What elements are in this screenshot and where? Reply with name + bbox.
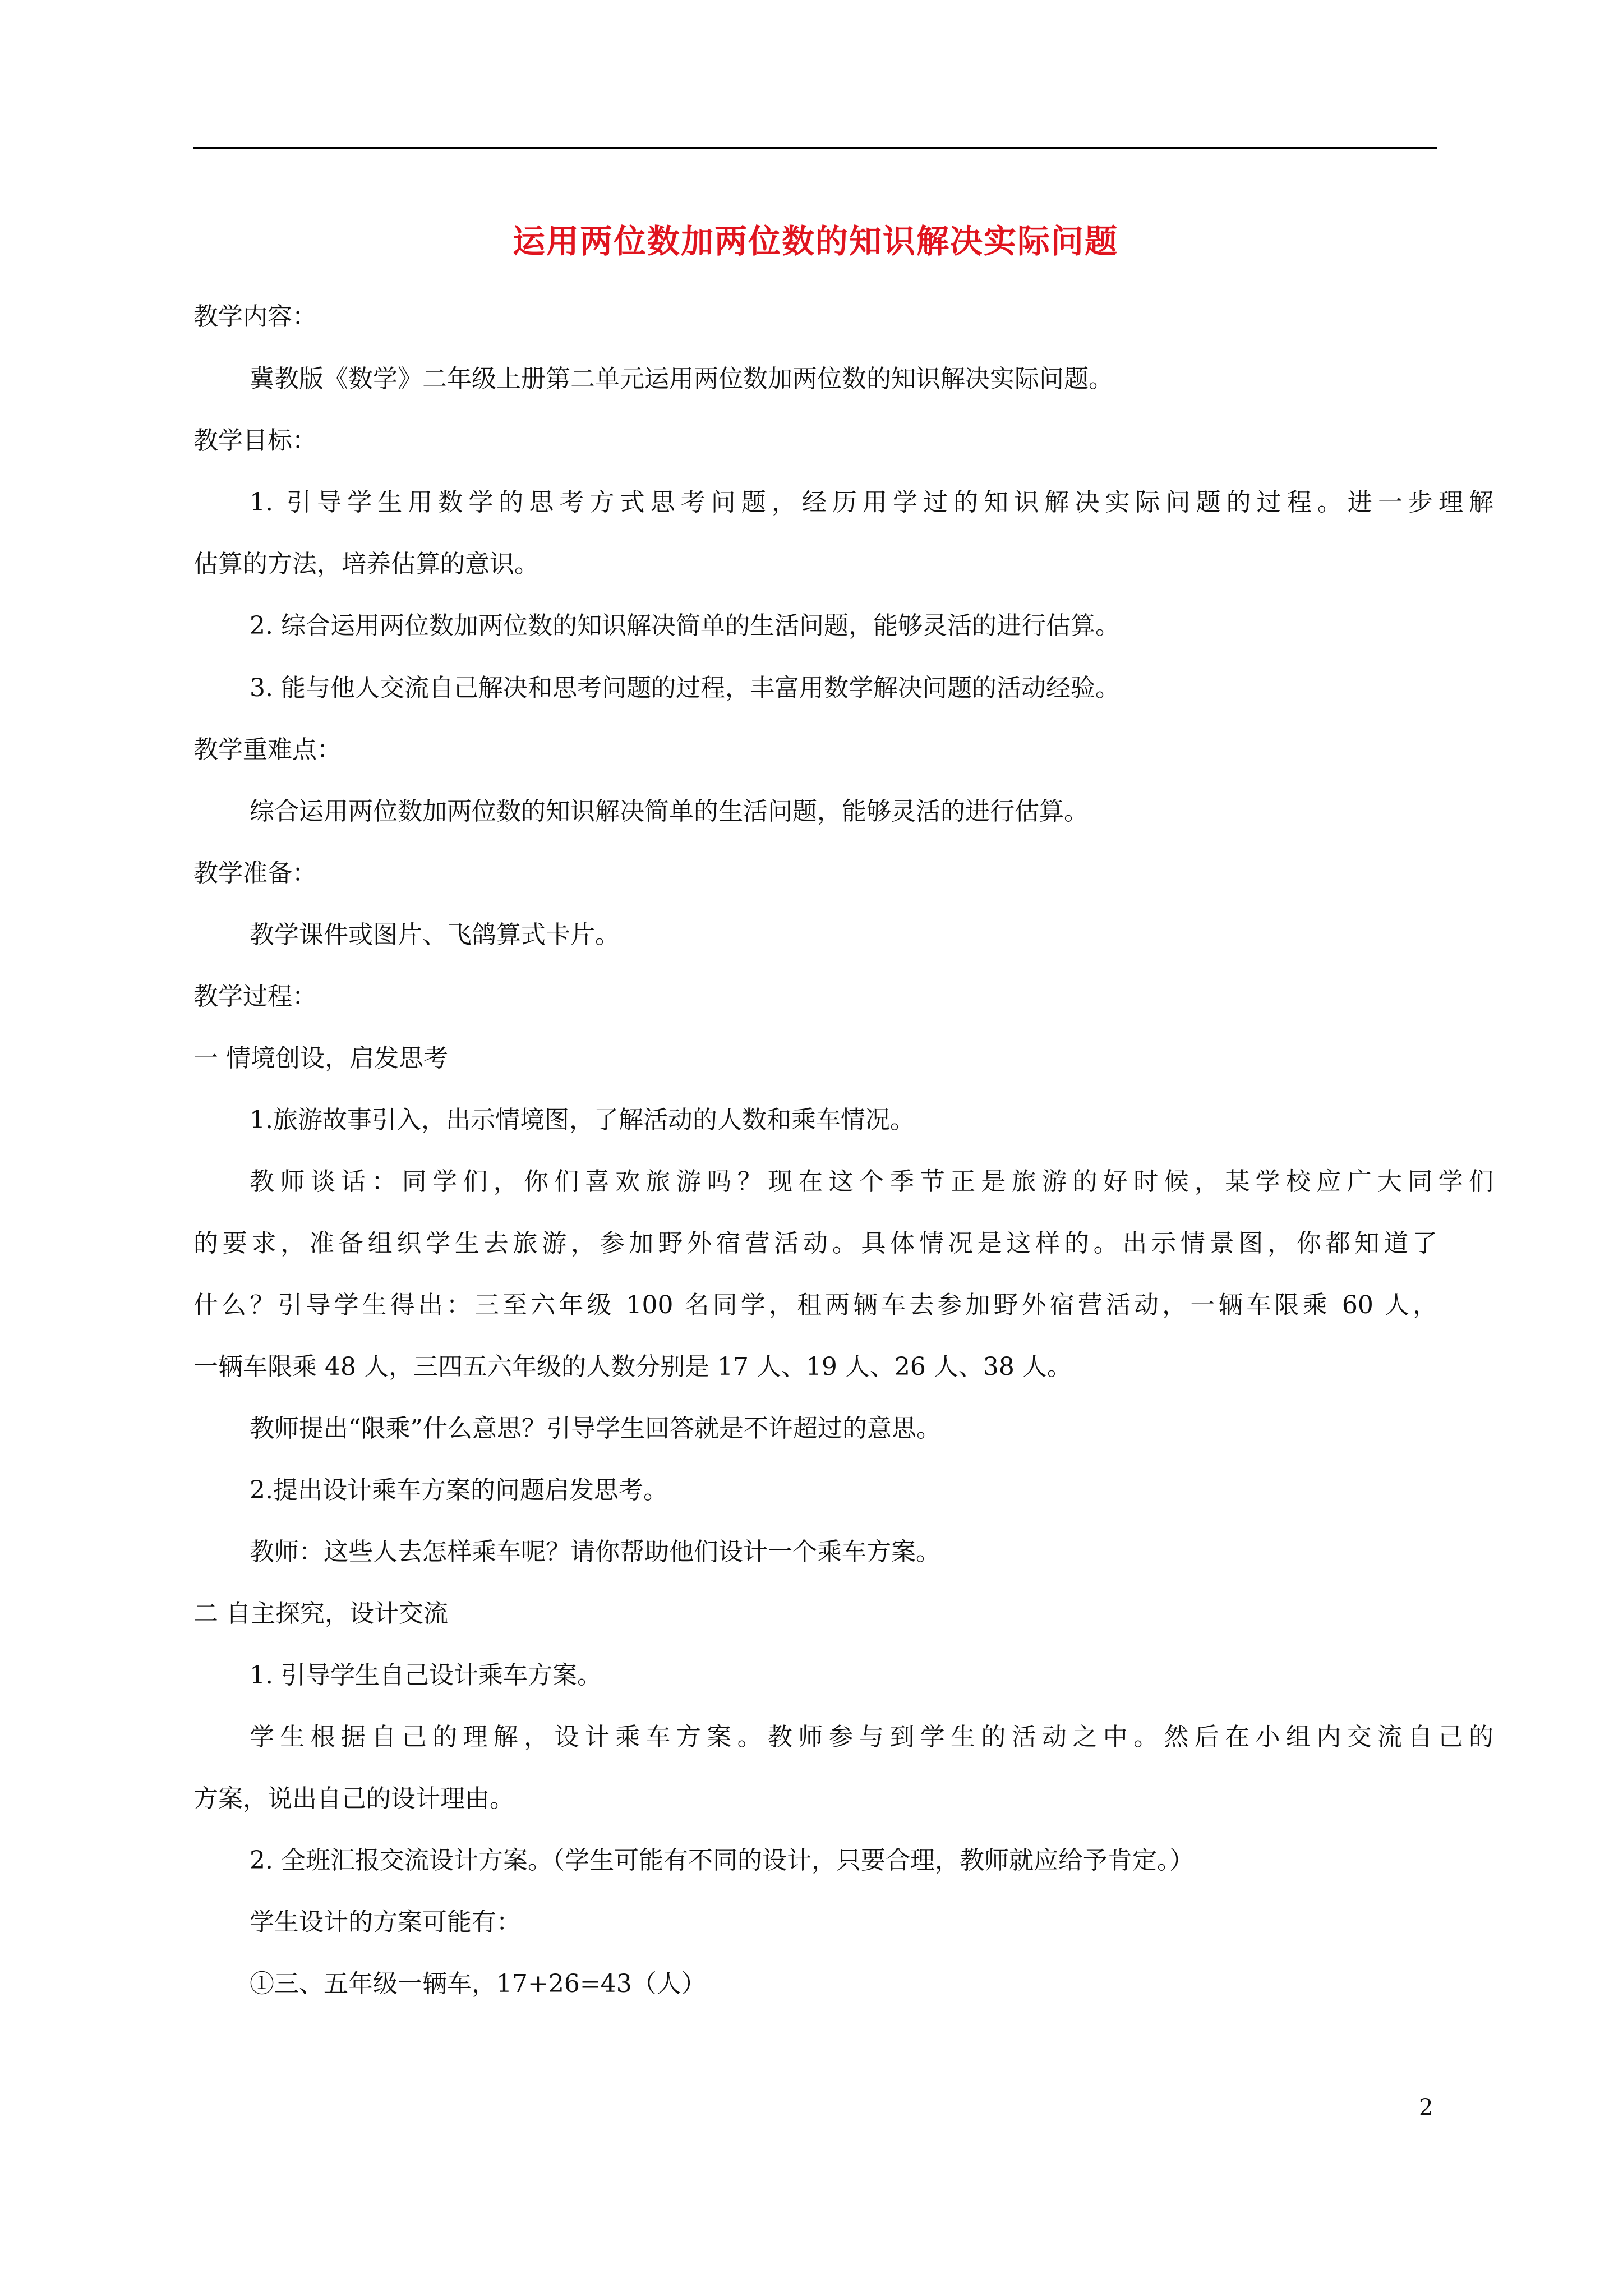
text-line: 教学准备： [193, 859, 317, 887]
text-line: 教学课件或图片、飞鸽算式卡片。 [250, 921, 620, 949]
text-line: 1.旅游故事引入，出示情境图，了解活动的人数和乘车情况。 [250, 1106, 915, 1134]
document-title: 运用两位数加两位数的知识解决实际问题 [512, 222, 1118, 260]
text-line: 2. 综合运用两位数加两位数的知识解决简单的生活问题，能够灵活的进行估算。 [250, 611, 1120, 640]
text-line: 的要求，准备组织学生去旅游，参加野外宿营活动。具体情况是这样的。出示情景图，你都知道了 [193, 1229, 1437, 1258]
text-line: 学生根据自己的理解，设计乘车方案。教师参与到学生的活动之中。然后在小组内交流自己的 [250, 1723, 1493, 1751]
text-line: 学生设计的方案可能有： [250, 1908, 521, 1936]
header-rule [193, 147, 1437, 149]
text-line: 教师提出“限乘”什么意思？引导学生回答就是不许超过的意思。 [250, 1414, 941, 1443]
text-line: 教学内容： [193, 302, 317, 331]
text-line: 2.提出设计乘车方案的问题启发思考。 [250, 1476, 668, 1504]
text-line: ①三、五年级一辆车，17+26=43（人） [250, 1970, 706, 1998]
text-line: 3. 能与他人交流自己解决和思考问题的过程，丰富用数学解决问题的活动经验。 [250, 674, 1120, 702]
text-line: 综合运用两位数加两位数的知识解决简单的生活问题，能够灵活的进行估算。 [250, 797, 1089, 826]
text-line: 教学过程： [193, 982, 317, 1011]
page-number: 2 [1419, 2095, 1433, 2120]
text-line: 方案，说出自己的设计理由。 [193, 1784, 514, 1813]
text-line: 1. 引导学生自己设计乘车方案。 [250, 1661, 602, 1690]
section-heading: 二 自主探究，设计交流 [193, 1599, 448, 1628]
text-line: 教师谈话：同学们，你们喜欢旅游吗？现在这个季节正是旅游的好时候，某学校应广大同学们 [250, 1167, 1493, 1196]
text-line: 1. 引导学生用数学的思考方式思考问题，经历用学过的知识解决实际问题的过程。进一步理解 [250, 488, 1493, 517]
text-line: 2. 全班汇报交流设计方案。（学生可能有不同的设计，只要合理，教师就应给予肯定。） [250, 1846, 1194, 1875]
text-line: 冀教版《数学》二年级上册第二单元运用两位数加两位数的知识解决实际问题。 [250, 365, 1113, 393]
text-line: 估算的方法，培养估算的意识。 [193, 550, 539, 578]
text-line: 什么？引导学生得出：三至六年级 100 名同学，租两辆车去参加野外宿营活动，一辆车限乘 60 人， [193, 1291, 1437, 1319]
text-line: 教师：这些人去怎样乘车呢？请你帮助他们设计一个乘车方案。 [250, 1538, 940, 1566]
text-line: 教学目标： [193, 426, 317, 455]
text-line: 一辆车限乘 48 人，三四五六年级的人数分别是 17 人、19 人、26 人、38 人。 [193, 1352, 1072, 1381]
text-line: 教学重难点： [193, 735, 342, 764]
section-heading: 一 情境创设，启发思考 [193, 1044, 448, 1073]
